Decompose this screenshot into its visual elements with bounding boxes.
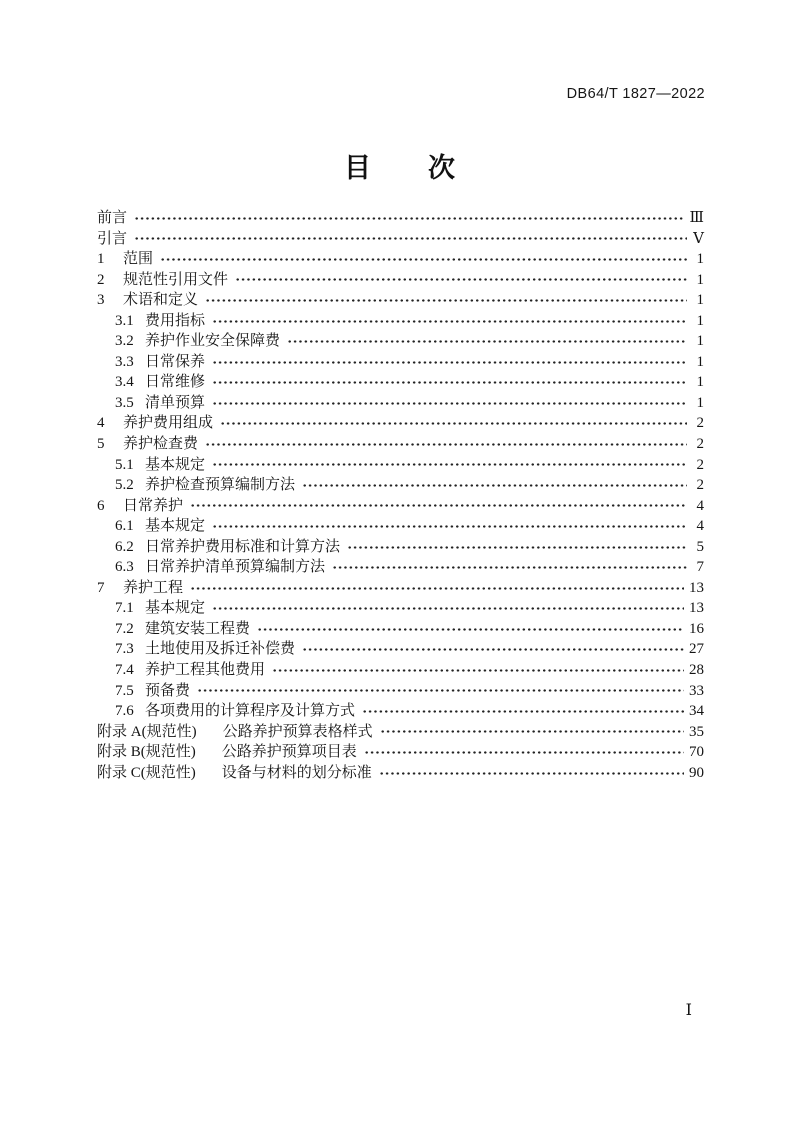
toc-dot-leader: [190, 498, 687, 513]
toc-dot-leader: [364, 745, 684, 760]
toc-entry-label: 规范性引用文件: [123, 271, 229, 288]
page-footer: [0, 1000, 692, 1020]
toc-entry-page: 33: [689, 682, 704, 699]
toc-dot-leader: [302, 642, 684, 657]
toc-entry-page: 16: [689, 620, 704, 637]
toc-dot-leader: [212, 375, 687, 390]
toc-dot-leader: [212, 355, 687, 370]
toc-dot-leader: [302, 478, 687, 493]
toc-dot-leader: [212, 314, 687, 329]
toc-entry-page: 34: [689, 703, 704, 720]
toc-entry-page: 28: [689, 662, 704, 679]
toc-entry-number: 3: [97, 292, 105, 309]
toc-dot-leader: [160, 252, 687, 267]
toc-entry: [97, 270, 704, 291]
toc-entry: [97, 413, 704, 434]
toc-entry-label: 养护工程: [123, 579, 184, 596]
toc-entry-page: 1: [696, 394, 704, 411]
toc-entry-number: 3.5: [115, 394, 134, 411]
toc-entry-label: 养护工程其他费用: [145, 662, 266, 679]
toc-dot-leader: [380, 724, 684, 739]
toc-dot-leader: [212, 396, 687, 411]
toc-entry-label: 养护作业安全保障费: [145, 333, 281, 350]
toc-entry-page: 7: [696, 559, 704, 576]
toc-entry-number: 3.1: [115, 312, 134, 329]
toc-dot-leader: [197, 683, 684, 698]
toc-entry: [97, 578, 704, 599]
toc-entry-number: 7.1: [115, 600, 134, 617]
standard-code: DB64/T 1827—2022: [566, 86, 705, 102]
toc-dot-leader: [134, 211, 685, 226]
toc-entry-page: 35: [689, 723, 704, 740]
toc-entry-label: 日常养护: [123, 497, 184, 514]
toc-entry: [115, 537, 704, 558]
toc-entry-number: 7.3: [115, 641, 134, 658]
toc-entry-number: 5.1: [115, 456, 134, 473]
toc-dot-leader: [287, 334, 687, 349]
toc-entry-page: 2: [696, 436, 704, 453]
toc-entry: [97, 496, 704, 517]
toc-entry-number: 7.2: [115, 620, 134, 637]
toc-entry-page: Ⅴ: [693, 230, 704, 247]
toc-entry-number: 附录 A(规范性): [97, 723, 197, 740]
toc-entry: [115, 639, 704, 660]
toc-entry: [97, 742, 704, 763]
toc-entry-label: 养护检查费: [123, 436, 199, 453]
toc-entry-page: 1: [696, 251, 704, 268]
toc-entry: [115, 619, 704, 640]
toc-entry-number: 3.2: [115, 333, 134, 350]
page-header: [0, 86, 705, 102]
toc-entry-number: 7.5: [115, 682, 134, 699]
toc-entry: [97, 229, 704, 250]
toc-dot-leader: [379, 766, 684, 781]
toc-entry: [115, 352, 704, 373]
toc-dot-leader: [257, 622, 684, 637]
toc-entry-label: 公路养护预算表格样式: [222, 723, 373, 740]
footer-page-number: Ⅰ: [685, 1002, 692, 1019]
toc-entry-label: 基本规定: [145, 518, 206, 535]
toc-entry-label: 土地使用及拆迁补偿费: [145, 641, 296, 658]
toc-dot-leader: [134, 231, 687, 246]
toc-entry: [115, 557, 704, 578]
toc-entry-number: 7.6: [115, 703, 134, 720]
toc-entry-label: 日常维修: [145, 374, 206, 391]
toc-entry: [97, 290, 704, 311]
toc-entry: [115, 372, 704, 393]
toc-dot-leader: [212, 601, 684, 616]
toc-entry-page: 13: [689, 579, 704, 596]
toc-entry-page: 13: [689, 600, 704, 617]
toc-dot-leader: [272, 663, 684, 678]
toc-entry-number: 6.2: [115, 538, 134, 555]
toc-entry: [115, 701, 704, 722]
toc-entry-number: 3.4: [115, 374, 134, 391]
toc-dot-leader: [347, 540, 687, 555]
toc-dot-leader: [205, 293, 687, 308]
toc-entry-label: 范围: [123, 251, 154, 268]
toc-entry-number: 6.1: [115, 518, 134, 535]
toc-entry-page: 2: [696, 415, 704, 432]
toc-entry-number: 7: [97, 579, 105, 596]
toc-entry-page: 90: [689, 764, 704, 781]
toc-entry-number: 6: [97, 497, 105, 514]
toc-entry-label: 养护费用组成: [123, 415, 214, 432]
toc-entry: [97, 763, 704, 784]
toc-entry: [115, 331, 704, 352]
toc-entry-label: 日常养护费用标准和计算方法: [145, 538, 341, 555]
toc-entry-page: 4: [696, 497, 704, 514]
toc-dot-leader: [205, 437, 687, 452]
page-title: 目 次: [344, 153, 456, 183]
toc-entry-label: 日常保养: [145, 353, 206, 370]
toc-entry-page: 27: [689, 641, 704, 658]
toc-entry: [97, 249, 704, 270]
toc-entry-page: 2: [696, 477, 704, 494]
toc-entry: [97, 434, 704, 455]
toc-entry-label: 养护检查预算编制方法: [145, 477, 296, 494]
toc-entry: [115, 516, 704, 537]
toc-entry-number: 附录 C(规范性): [97, 764, 196, 781]
toc-entry: [115, 681, 704, 702]
toc-entry-page: 1: [696, 292, 704, 309]
toc-entry-label: 引言: [97, 230, 128, 247]
toc-entry: [115, 660, 704, 681]
toc-entry-page: 1: [696, 312, 704, 329]
toc-entry-page: Ⅲ: [689, 210, 704, 226]
toc-entry: [115, 455, 704, 476]
toc-entry-number: 3.3: [115, 353, 134, 370]
toc-entry-number: 6.3: [115, 559, 134, 576]
toc-entry-number: 1: [97, 251, 105, 268]
toc-entry-page: 5: [696, 538, 704, 555]
toc-entry-number: 5: [97, 436, 105, 453]
toc-dot-leader: [212, 519, 687, 534]
toc-entry-number: 2: [97, 271, 105, 288]
toc-entry-page: 4: [696, 518, 704, 535]
toc-entry-label: 建筑安装工程费: [145, 620, 251, 637]
toc-entry: [115, 475, 704, 496]
toc-entry-page: 1: [696, 271, 704, 288]
toc-entry-label: 日常养护清单预算编制方法: [145, 559, 326, 576]
toc-entry-label: 术语和定义: [123, 292, 199, 309]
toc-entry-number: 附录 B(规范性): [97, 744, 196, 761]
toc-entry-page: 1: [696, 353, 704, 370]
toc-entry-label: 清单预算: [145, 394, 206, 411]
toc-entry-label: 前言: [97, 210, 128, 226]
toc-entry: [115, 393, 704, 414]
toc-list: [97, 208, 704, 783]
toc-entry-page: 1: [696, 374, 704, 391]
toc-entry-label: 费用指标: [145, 312, 206, 329]
toc-dot-leader: [362, 704, 684, 719]
toc-dot-leader: [220, 416, 687, 431]
toc-entry-label: 各项费用的计算程序及计算方式: [145, 703, 356, 720]
toc-dot-leader: [332, 560, 687, 575]
toc-dot-leader: [212, 457, 687, 472]
toc-entry-label: 基本规定: [145, 600, 206, 617]
toc-entry-label: 基本规定: [145, 456, 206, 473]
toc-entry: [97, 722, 704, 743]
toc-entry-page: 70: [689, 744, 704, 761]
toc-entry: [115, 311, 704, 332]
toc-dot-leader: [235, 272, 687, 287]
toc-entry: [115, 598, 704, 619]
toc-entry-number: 5.2: [115, 477, 134, 494]
toc-entry-number: 4: [97, 415, 105, 432]
toc-entry-number: 7.4: [115, 662, 134, 679]
toc-dot-leader: [190, 581, 684, 596]
toc-entry-label: 设备与材料的划分标准: [221, 764, 372, 781]
toc-entry-page: 2: [696, 456, 704, 473]
toc-entry: [97, 208, 704, 229]
toc-entry-page: 1: [696, 333, 704, 350]
toc-entry-label: 预备费: [145, 682, 191, 699]
toc-entry-label: 公路养护预算项目表: [221, 744, 357, 761]
